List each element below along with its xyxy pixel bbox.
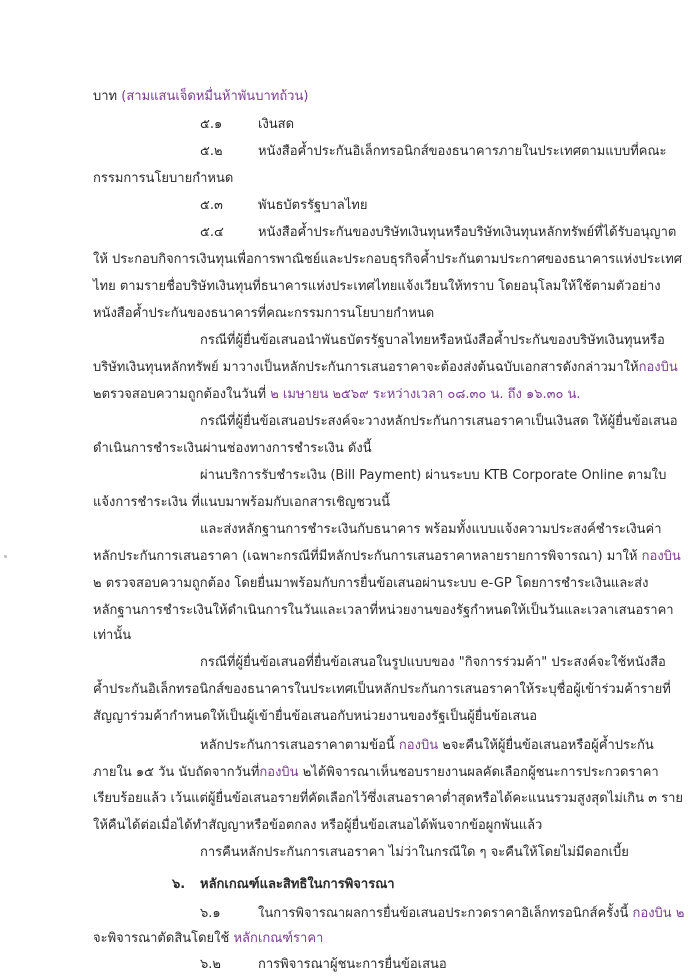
text-line	[93, 88, 308, 106]
list-item	[200, 905, 221, 923]
text-segment: ค้ำประกันอิเล็กทรอนิกส์ของธนาคารในประเทศเป็นหลักประกันการเสนอราคาให้ระบุชื่อผู้เข้าร่วมค้ารายที่	[93, 682, 671, 697]
text-segment: หนังสือค้ำประกันของธนาคารที่คณะกรรมการนโยบายกำหนด	[93, 306, 435, 321]
list-item-text	[258, 905, 684, 923]
list-item	[200, 116, 222, 134]
text-segment: บริษัทเงินทุนหลักทรัพย์ มาวางเป็นหลักประกันการเสนอราคาจะต้องส่งต้นฉบับเอกสารดังกล่าวมาให้	[93, 360, 639, 375]
text-line	[200, 654, 666, 672]
list-item	[200, 956, 221, 974]
text-segment: ดำเนินการชำระเงินผ่านช่องทางการชำระเงิน ดังนี้	[93, 441, 372, 456]
text-segment: หลักประกันการเสนอราคา (เฉพาะกรณีที่มีหลักประกันการเสนอราคาหลายรายการพิจารณา) มาให้	[93, 549, 642, 564]
text-line	[200, 521, 662, 539]
item-number: ๕.๑	[200, 117, 223, 132]
list-item-text	[258, 116, 294, 134]
text-line	[93, 930, 323, 948]
text-segment: การพิจารณาผู้ชนะการยื่นข้อเสนอ	[258, 957, 447, 972]
text-segment: กรณีที่ผู้ยื่นข้อเสนอที่ยื่นข้อเสนอในรูปแบบของ "กิจการร่วมค้า" ประสงค์จะใช้หนังสือ	[200, 655, 666, 670]
text-segment: ให้คืนได้ต่อเมื่อได้ทำสัญญาหรือข้อตกลง หรือผู้ยื่นข้อเสนอได้พ้นจากข้อผูกพันแล้ว	[93, 818, 543, 833]
section-number	[172, 876, 185, 894]
list-item	[200, 224, 224, 242]
text-segment: ไทย ตามรายชื่อบริษัทเงินทุนที่ธนาคารแห่งประเทศไทยแจ้งเวียนให้ทราบ โดยอนุโลมให้ใช้ตามตัวอย่าง	[93, 279, 661, 294]
text-line	[93, 627, 131, 645]
inspection-datetime: ๒ เมษายน ๒๕๖๙ ระหว่างเวลา ๐๘.๓๐ น. ถึง ๑๖.๓๐ น.	[270, 387, 581, 402]
text-segment: หนังสือค้ำประกันของบริษัทเงินทุนหรือบริษัทเงินทุนหลักทรัพย์ที่ได้รับอนุญาต	[258, 225, 677, 240]
text-line	[93, 170, 233, 188]
text-segment: ในการพิจารณาผลการยื่นข้อเสนอประกวดราคาอิเล็กทรอนิกส์ครั้งนี้	[258, 906, 633, 921]
text-line	[93, 575, 648, 593]
heading-text: หลักเกณฑ์และสิทธิในการพิจารณา	[200, 877, 395, 892]
text-segment: เรียบร้อยแล้ว เว้นแต่ผู้ยื่นข้อเสนอรายที่คัดเลือกไว้ซึ่งเสนอราคาต่ำสุดหรือได้คะแนนรวมสูงสุดไม่เกิน ๓ ราย	[93, 791, 684, 806]
text-segment: หลักฐานการชำระเงินให้ดำเนินการในวันและเวลาที่หน่วยงานของรัฐกำหนดให้เป็นวันและเวลาเสนอราคา	[93, 603, 674, 618]
text-line	[200, 332, 665, 350]
text-line	[93, 790, 683, 808]
text-segment: กรรมการนโยบายกำหนด	[93, 171, 234, 186]
text-segment: หลักประกันการเสนอราคาตามข้อนี้	[200, 738, 399, 753]
text-segment: ๒ได้พิจารณาเห็นชอบรายงานผลคัดเลือกผู้ชนะการประกวดราคา	[298, 765, 659, 780]
text-line	[93, 440, 372, 458]
scan-mark	[4, 555, 7, 558]
criteria-text: หลักเกณฑ์ราคา	[233, 931, 324, 946]
text-line	[200, 844, 629, 862]
text-segment: พันธบัตรรัฐบาลไทย	[258, 198, 368, 213]
text-segment: ผ่านบริการรับชำระเงิน (Bill Payment) ผ่านระบบ KTB Corporate Online ตามใบ	[200, 468, 667, 483]
list-item	[200, 197, 223, 215]
text-segment: การคืนหลักประกันการเสนอราคา ไม่ว่าในกรณีใด ๆ จะคืนให้โดยไม่มีดอกเบี้ย	[200, 845, 629, 860]
text-segment: ให้ ประกอบกิจการเงินทุนเพื่อการพาณิชย์และประกอบธุรกิจค้ำประกันตามประกาศของธนาคารแห่งประเทศ	[93, 252, 683, 267]
text-line	[200, 413, 678, 431]
text-line	[93, 386, 581, 404]
text-line	[93, 251, 682, 269]
item-number: ๖.๑	[200, 906, 221, 921]
text-segment: แจ้งการชำระเงิน ที่แนบมาพร้อมกับเอกสารเชิญชวนนี้	[93, 495, 390, 510]
text-line	[93, 602, 674, 620]
text-segment: หนังสือค้ำประกันอิเล็กทรอนิกส์ของธนาคารภายในประเทศตามแบบที่คณะ	[258, 144, 667, 159]
text-line	[93, 305, 434, 323]
text-segment: เงินสด	[258, 117, 295, 132]
text-line	[200, 737, 654, 755]
agency-name: กองบิน ๒	[632, 906, 685, 921]
list-item-text	[258, 143, 667, 161]
text-segment: กรณีที่ผู้ยื่นข้อเสนอประสงค์จะวางหลักประกันการเสนอราคาเป็นเงินสด ให้ผู้ยื่นข้อเสนอ	[200, 414, 678, 429]
list-item-text	[258, 956, 447, 974]
text-segment: บาท	[93, 89, 122, 104]
agency-name: กองบิน	[641, 549, 681, 564]
text-segment: ๒ตรวจสอบความถูกต้องในวันที่	[93, 387, 271, 402]
item-number: ๖.	[172, 877, 186, 892]
text-segment: เท่านั้น	[93, 628, 132, 643]
text-line	[93, 681, 671, 699]
text-line	[93, 278, 661, 296]
agency-name: กองบิน	[398, 738, 439, 753]
list-item-text	[258, 197, 367, 215]
text-line	[93, 817, 542, 835]
item-number: ๕.๓	[200, 198, 223, 213]
amount-in-words: (สามแสนเจ็ดหมื่นห้าพันบาทถ้วน)	[121, 89, 309, 104]
agency-name: กองบิน	[259, 765, 299, 780]
text-segment: จะพิจารณาตัดสินโดยใช้	[93, 931, 234, 946]
text-line	[93, 359, 678, 377]
text-line	[93, 764, 659, 782]
text-line	[200, 467, 666, 485]
text-segment: ๒ ตรวจสอบความถูกต้อง โดยยื่นมาพร้อมกับการยื่นข้อเสนอผ่านระบบ e-GP โดยการชำระเงินและส่ง	[93, 576, 649, 591]
item-number: ๖.๒	[200, 957, 221, 972]
text-segment: สัญญาร่วมค้ากำหนดให้เป็นผู้เข้ายื่นข้อเสนอกับหน่วยงานของรัฐเป็นผู้ยื่นข้อเสนอ	[93, 709, 538, 724]
text-segment: ๒จะคืนให้ผู้ยื่นข้อเสนอหรือผู้ค้ำประกัน	[438, 738, 654, 753]
list-item-text	[258, 224, 676, 242]
list-item	[200, 143, 223, 161]
text-segment: และส่งหลักฐานการชำระเงินกับธนาคาร พร้อมทั้งแบบแจ้งความประสงค์ชำระเงินค่า	[200, 522, 662, 537]
text-line	[93, 494, 390, 512]
agency-name: กองบิน	[638, 360, 678, 375]
section-heading	[200, 876, 395, 894]
item-number: ๕.๒	[200, 144, 223, 159]
text-segment: กรณีที่ผู้ยื่นข้อเสนอนำพันธบัตรรัฐบาลไทยหรือหนังสือค้ำประกันของบริษัทเงินทุนหรือ	[200, 333, 665, 348]
text-line	[93, 708, 537, 726]
item-number: ๕.๔	[200, 225, 224, 240]
text-segment: ภายใน ๑๕ วัน นับถัดจากวันที่	[93, 765, 260, 780]
text-line	[93, 548, 681, 566]
